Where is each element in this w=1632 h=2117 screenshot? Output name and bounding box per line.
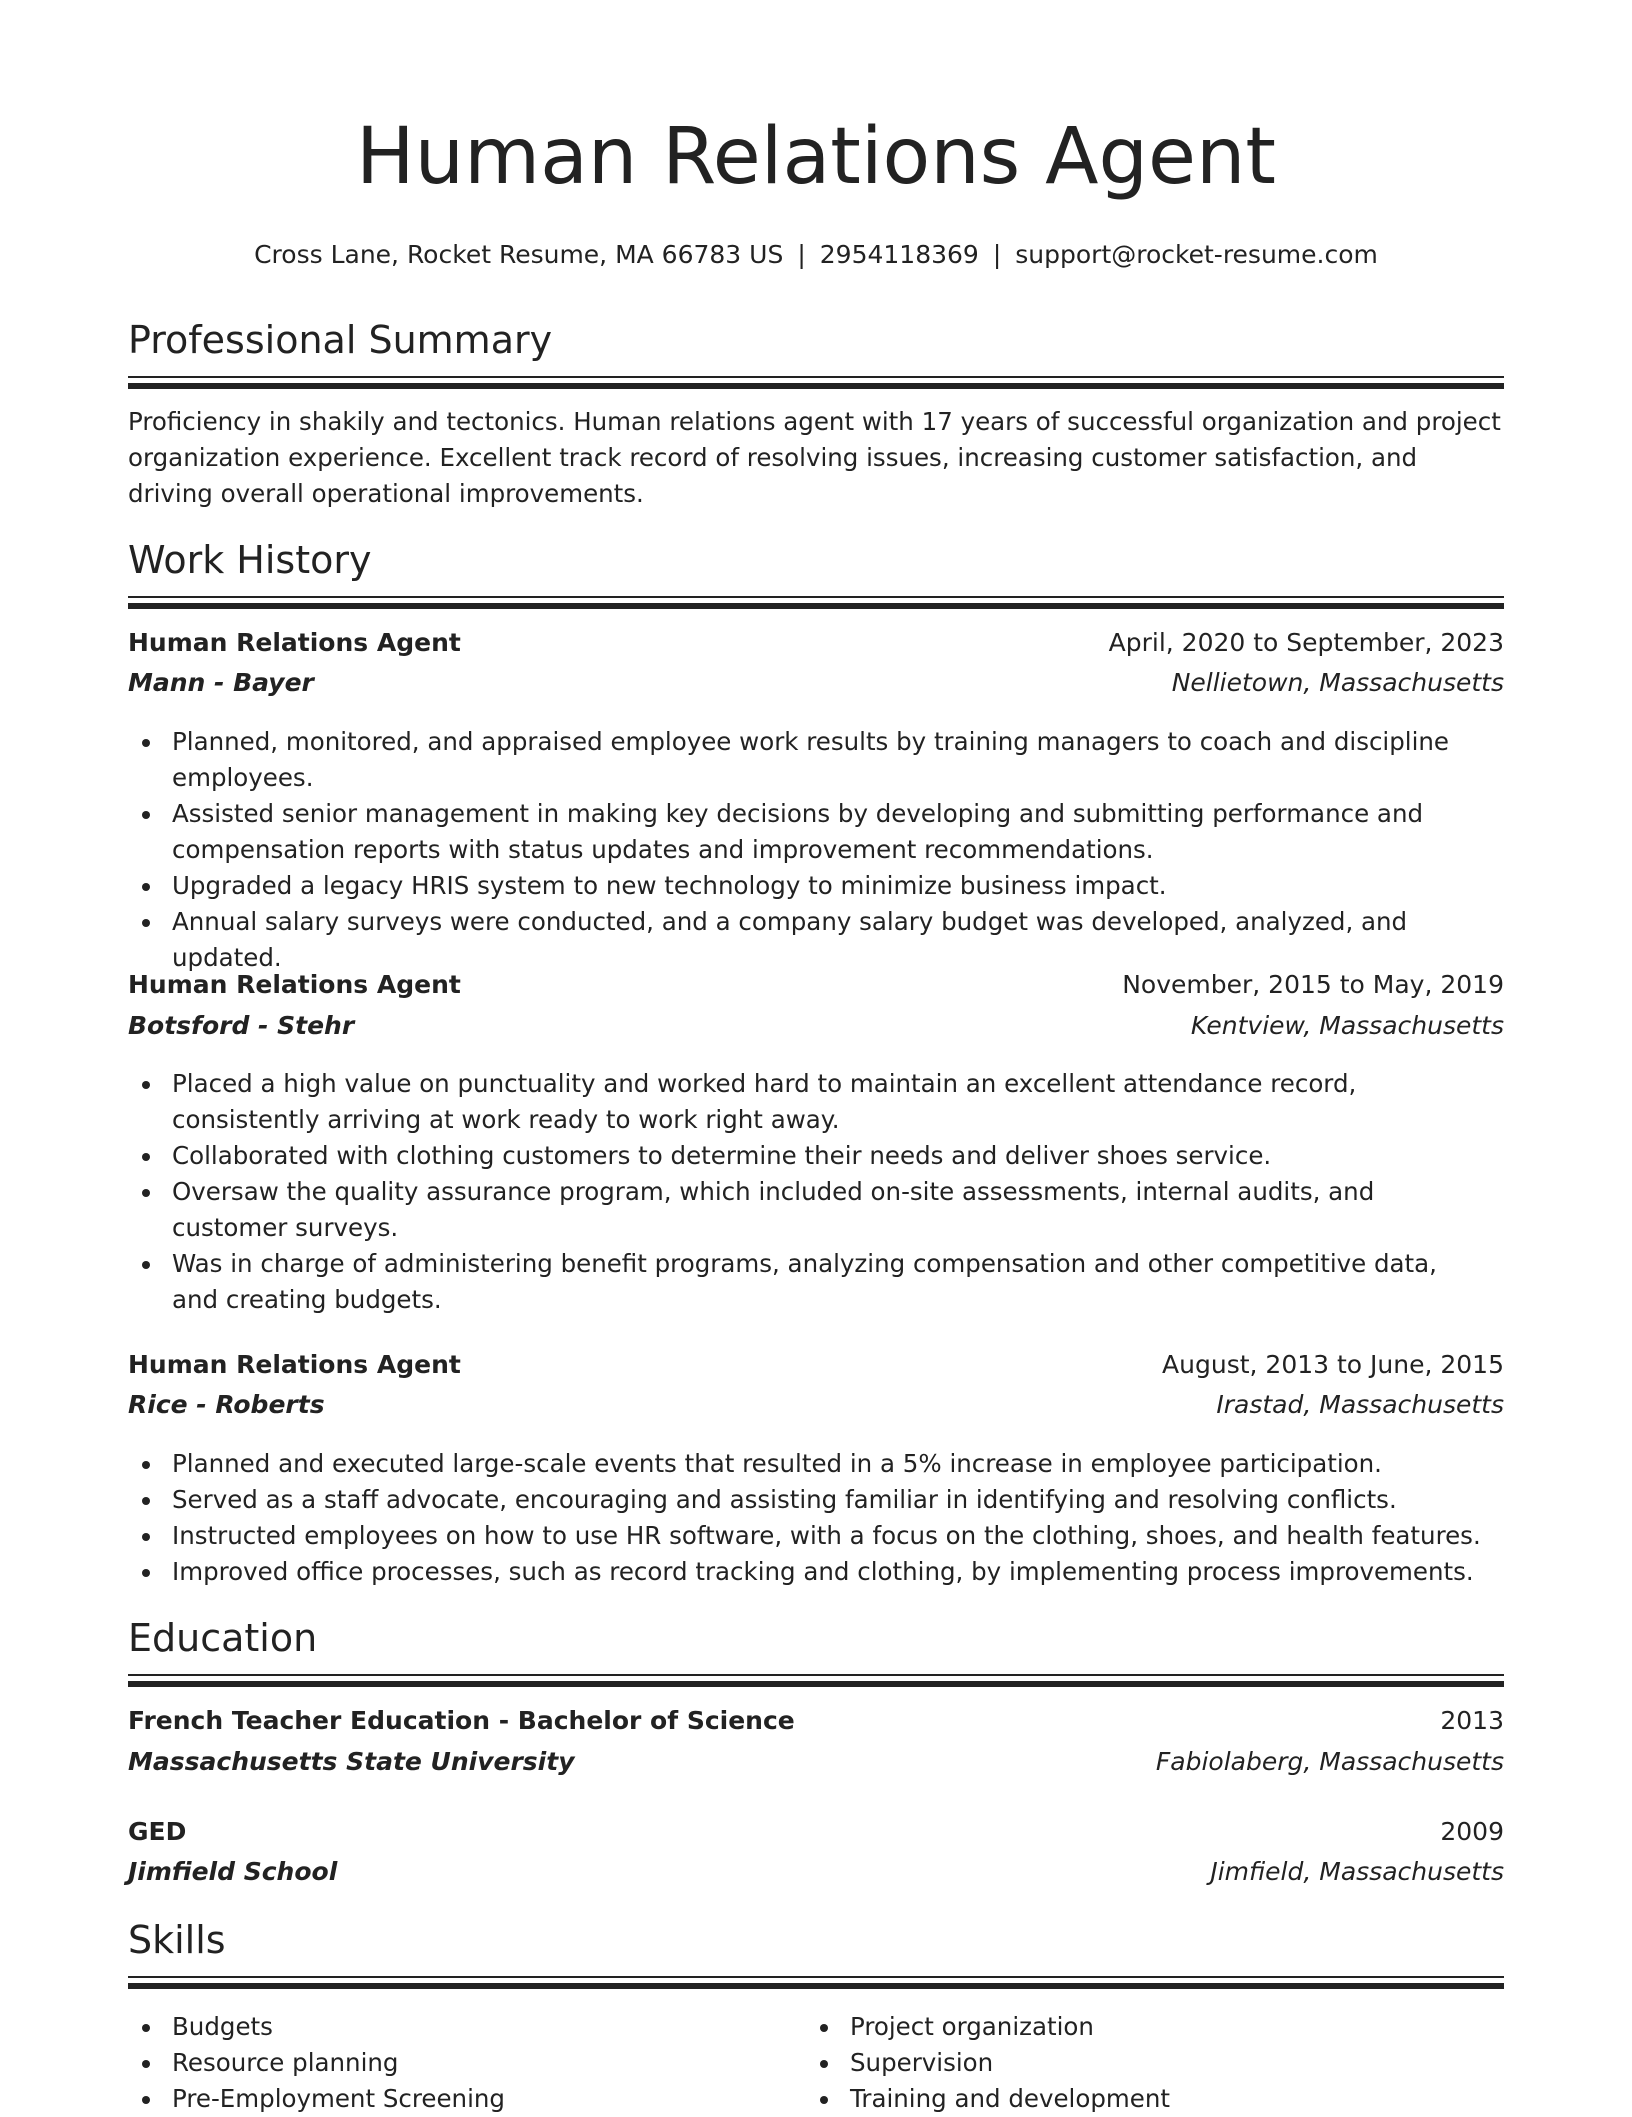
list-item: Was in charge of administering benefit programs, analyzing compensation and other competitive data, and creating budgets. <box>172 1246 1548 1318</box>
contact-line <box>0 240 1632 269</box>
job-dates: August, 2013 to June, 2015 <box>1162 1350 1504 1379</box>
section-divider <box>128 1983 1504 1989</box>
skills-list-right <box>806 2009 1490 2117</box>
job-company: Mann - Bayer <box>128 668 314 697</box>
section-title-summary: Professional Summary <box>128 318 553 362</box>
education-year: 2013 <box>1440 1706 1504 1735</box>
section-divider <box>128 603 1504 609</box>
section-divider <box>128 1681 1504 1687</box>
education-location: Jimfield, Massachusetts <box>1210 1857 1504 1886</box>
job-bullets <box>128 1066 1548 1318</box>
job-location: Kentview, Massachusetts <box>1190 1011 1504 1040</box>
list-item: Placed a high value on punctuality and worked hard to maintain an excellent attendance record, consistently arriving at work ready to work right away. <box>172 1066 1548 1138</box>
education-location: Fabiolaberg, Massachusetts <box>1155 1747 1504 1776</box>
summary-text: Proficiency in shakily and tectonics. Human relations agent with 17 years of successful organization and project organization experience. Excellent track record of resolving issues, increasing customer satisfaction, and driving overall operational improvements. <box>128 407 1501 508</box>
list-item: Upgraded a legacy HRIS system to new technology to minimize business impact. <box>172 868 1548 904</box>
education-degree: French Teacher Education - Bachelor of Science <box>128 1706 795 1735</box>
education-degree: GED <box>128 1817 187 1846</box>
education-school: Jimfield School <box>128 1857 338 1886</box>
email-link[interactable]: support@rocket-resume.com <box>1015 240 1378 269</box>
section-title-education: Education <box>128 1616 318 1660</box>
skill-item: Training and development <box>850 2081 1490 2117</box>
candidate-name: Human Relations Agent <box>356 112 1276 202</box>
education-school: Massachusetts State University <box>128 1747 575 1776</box>
list-item: Planned and executed large-scale events that resulted in a 5% increase in employee participation. <box>172 1446 1548 1482</box>
list-item: Planned, monitored, and appraised employee work results by training managers to coach and discipline employees. <box>172 724 1548 796</box>
education-year: 2009 <box>1440 1817 1504 1846</box>
skills-list-left <box>128 2009 812 2117</box>
list-item: Oversaw the quality assurance program, which included on-site assessments, internal audits, and customer surveys. <box>172 1174 1548 1246</box>
list-item: Annual salary surveys were conducted, and a company salary budget was developed, analyzed, and updated. <box>172 904 1548 976</box>
separator: | <box>992 240 1002 269</box>
job-company: Botsford - Stehr <box>128 1011 355 1040</box>
job-company: Rice - Roberts <box>128 1390 325 1419</box>
list-item: Served as a staff advocate, encouraging and assisting familiar in identifying and resolving conflicts. <box>172 1482 1548 1518</box>
job-bullets <box>128 724 1548 976</box>
section-divider <box>128 1674 1504 1676</box>
list-item: Instructed employees on how to use HR software, with a focus on the clothing, shoes, and health features. <box>172 1518 1548 1554</box>
separator: | <box>797 240 806 269</box>
list-item: Assisted senior management in making key decisions by developing and submitting performance and compensation reports with status updates and improvement recommendations. <box>172 796 1548 868</box>
job-bullets <box>128 1446 1548 1590</box>
list-item: Improved office processes, such as record tracking and clothing, by implementing process improvements. <box>172 1554 1548 1590</box>
job-dates: April, 2020 to September, 2023 <box>1108 628 1504 657</box>
section-divider <box>128 596 1504 598</box>
skill-item: Pre-Employment Screening <box>172 2081 812 2117</box>
job-title: Human Relations Agent <box>128 628 461 657</box>
job-dates: November, 2015 to May, 2019 <box>1122 970 1504 999</box>
skill-item: Budgets <box>172 2009 812 2045</box>
skill-item: Supervision <box>850 2045 1490 2081</box>
section-divider <box>128 383 1504 389</box>
job-location: Nellietown, Massachusetts <box>1171 668 1504 697</box>
skill-item: Project organization <box>850 2009 1490 2045</box>
job-title: Human Relations Agent <box>128 970 461 999</box>
job-title: Human Relations Agent <box>128 1350 461 1379</box>
address: Cross Lane, Rocket Resume, MA 66783 US <box>254 240 784 269</box>
section-title-skills: Skills <box>128 1918 226 1962</box>
section-divider <box>128 376 1504 378</box>
job-location: Irastad, Massachusetts <box>1216 1390 1504 1419</box>
list-item: Collaborated with clothing customers to determine their needs and deliver shoes service. <box>172 1138 1548 1174</box>
skill-item: Resource planning <box>172 2045 812 2081</box>
section-title-work: Work History <box>128 538 372 582</box>
phone: 2954118369 <box>819 240 979 269</box>
section-divider <box>128 1976 1504 1978</box>
